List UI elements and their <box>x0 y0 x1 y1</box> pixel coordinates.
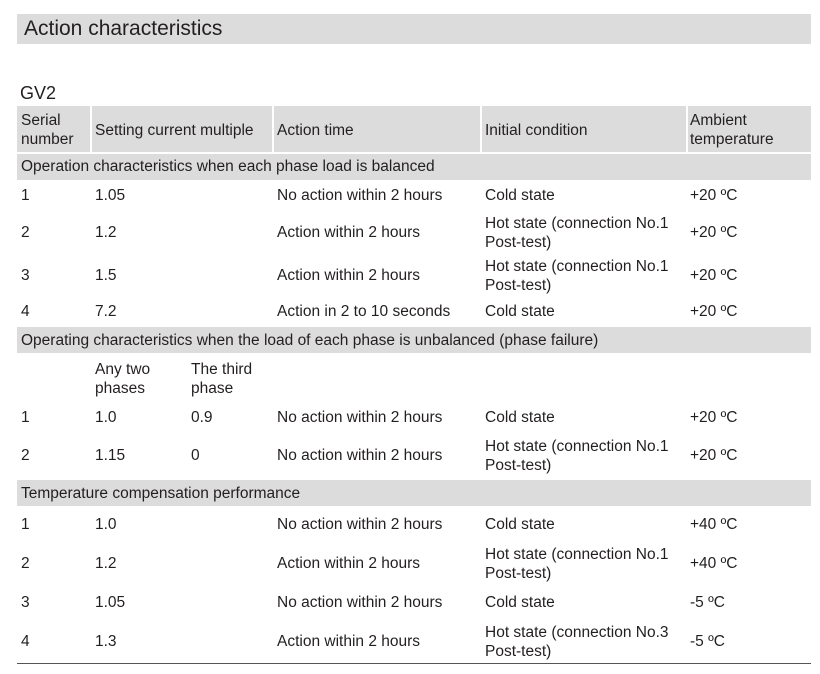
cell-initial-condition: Hot state (connection No.1 Post-test) <box>485 546 669 582</box>
subheader-any-two-phases: Any two phases <box>95 361 151 397</box>
cell-multiple: 1.2 <box>95 555 117 572</box>
subheader-third-phase: The third phase <box>191 361 253 397</box>
cell-action-time: No action within 2 hours <box>277 187 443 204</box>
column-divider <box>90 106 92 152</box>
section-label-temperature: Temperature compensation performance <box>21 485 301 502</box>
cell-ambient: -5 ºC <box>690 633 725 650</box>
cell-initial-condition: Cold state <box>485 409 555 426</box>
cell-ambient: +20 ºC <box>690 187 738 204</box>
cell-any-two-phases: 1.0 <box>95 409 117 426</box>
cell-serial: 1 <box>21 187 30 204</box>
cell-action-time: Action within 2 hours <box>277 555 421 572</box>
cell-any-two-phases: 1.15 <box>95 447 126 464</box>
cell-ambient: +20 ºC <box>690 303 738 320</box>
cell-action-time: Action within 2 hours <box>277 224 421 241</box>
cell-ambient: -5 ºC <box>690 594 725 611</box>
cell-action-time: Action within 2 hours <box>277 633 421 650</box>
cell-initial-condition: Hot state (connection No.1 Post-test) <box>485 215 669 251</box>
header-initial-condition: Initial condition <box>485 122 588 139</box>
table-bottom-rule <box>17 663 811 664</box>
cell-serial: 1 <box>21 516 30 533</box>
cell-initial-condition: Cold state <box>485 303 555 320</box>
cell-multiple: 1.0 <box>95 516 117 533</box>
cell-third-phase: 0.9 <box>191 409 213 426</box>
cell-serial: 3 <box>21 267 30 284</box>
model-label: GV2 <box>20 83 57 103</box>
cell-initial-condition: Cold state <box>485 187 555 204</box>
cell-multiple: 1.3 <box>95 633 117 650</box>
cell-ambient: +40 ºC <box>690 555 738 572</box>
cell-serial: 1 <box>21 409 30 426</box>
cell-serial: 2 <box>21 224 30 241</box>
cell-action-time: Action within 2 hours <box>277 267 421 284</box>
cell-serial: 4 <box>21 633 30 650</box>
cell-action-time: No action within 2 hours <box>277 447 443 464</box>
section-title: Action characteristics <box>17 14 811 44</box>
header-ambient: Ambient temperature <box>690 112 774 148</box>
cell-initial-condition: Hot state (connection No.1 Post-test) <box>485 258 669 294</box>
cell-third-phase: 0 <box>191 447 200 464</box>
cell-ambient: +20 ºC <box>690 447 738 464</box>
cell-action-time: No action within 2 hours <box>277 409 443 426</box>
column-divider <box>480 106 482 152</box>
cell-action-time: Action in 2 to 10 seconds <box>277 303 451 320</box>
header-multiple: Setting current multiple <box>95 122 254 139</box>
cell-ambient: +20 ºC <box>690 267 738 284</box>
cell-multiple: 7.2 <box>95 303 117 320</box>
cell-action-time: No action within 2 hours <box>277 594 443 611</box>
header-serial: Serial number <box>21 112 74 148</box>
cell-initial-condition: Cold state <box>485 594 555 611</box>
cell-initial-condition: Cold state <box>485 516 555 533</box>
cell-multiple: 1.05 <box>95 594 126 611</box>
header-action-time: Action time <box>277 122 354 139</box>
cell-serial: 2 <box>21 447 30 464</box>
cell-ambient: +20 ºC <box>690 224 738 241</box>
section-label-balanced: Operation characteristics when each phase load is balanced <box>21 158 435 175</box>
cell-multiple: 1.5 <box>95 267 117 284</box>
section-label-unbalanced: Operating characteristics when the load of each phase is unbalanced (phase failure) <box>21 332 599 349</box>
cell-initial-condition: Hot state (connection No.1 Post-test) <box>485 438 669 474</box>
column-divider <box>272 106 274 152</box>
cell-serial: 4 <box>21 303 30 320</box>
cell-ambient: +20 ºC <box>690 409 738 426</box>
cell-serial: 2 <box>21 555 30 572</box>
column-divider <box>686 106 688 152</box>
cell-ambient: +40 ºC <box>690 516 738 533</box>
cell-action-time: No action within 2 hours <box>277 516 443 533</box>
cell-multiple: 1.05 <box>95 187 126 204</box>
cell-serial: 3 <box>21 594 30 611</box>
cell-multiple: 1.2 <box>95 224 117 241</box>
cell-initial-condition: Hot state (connection No.3 Post-test) <box>485 624 669 660</box>
